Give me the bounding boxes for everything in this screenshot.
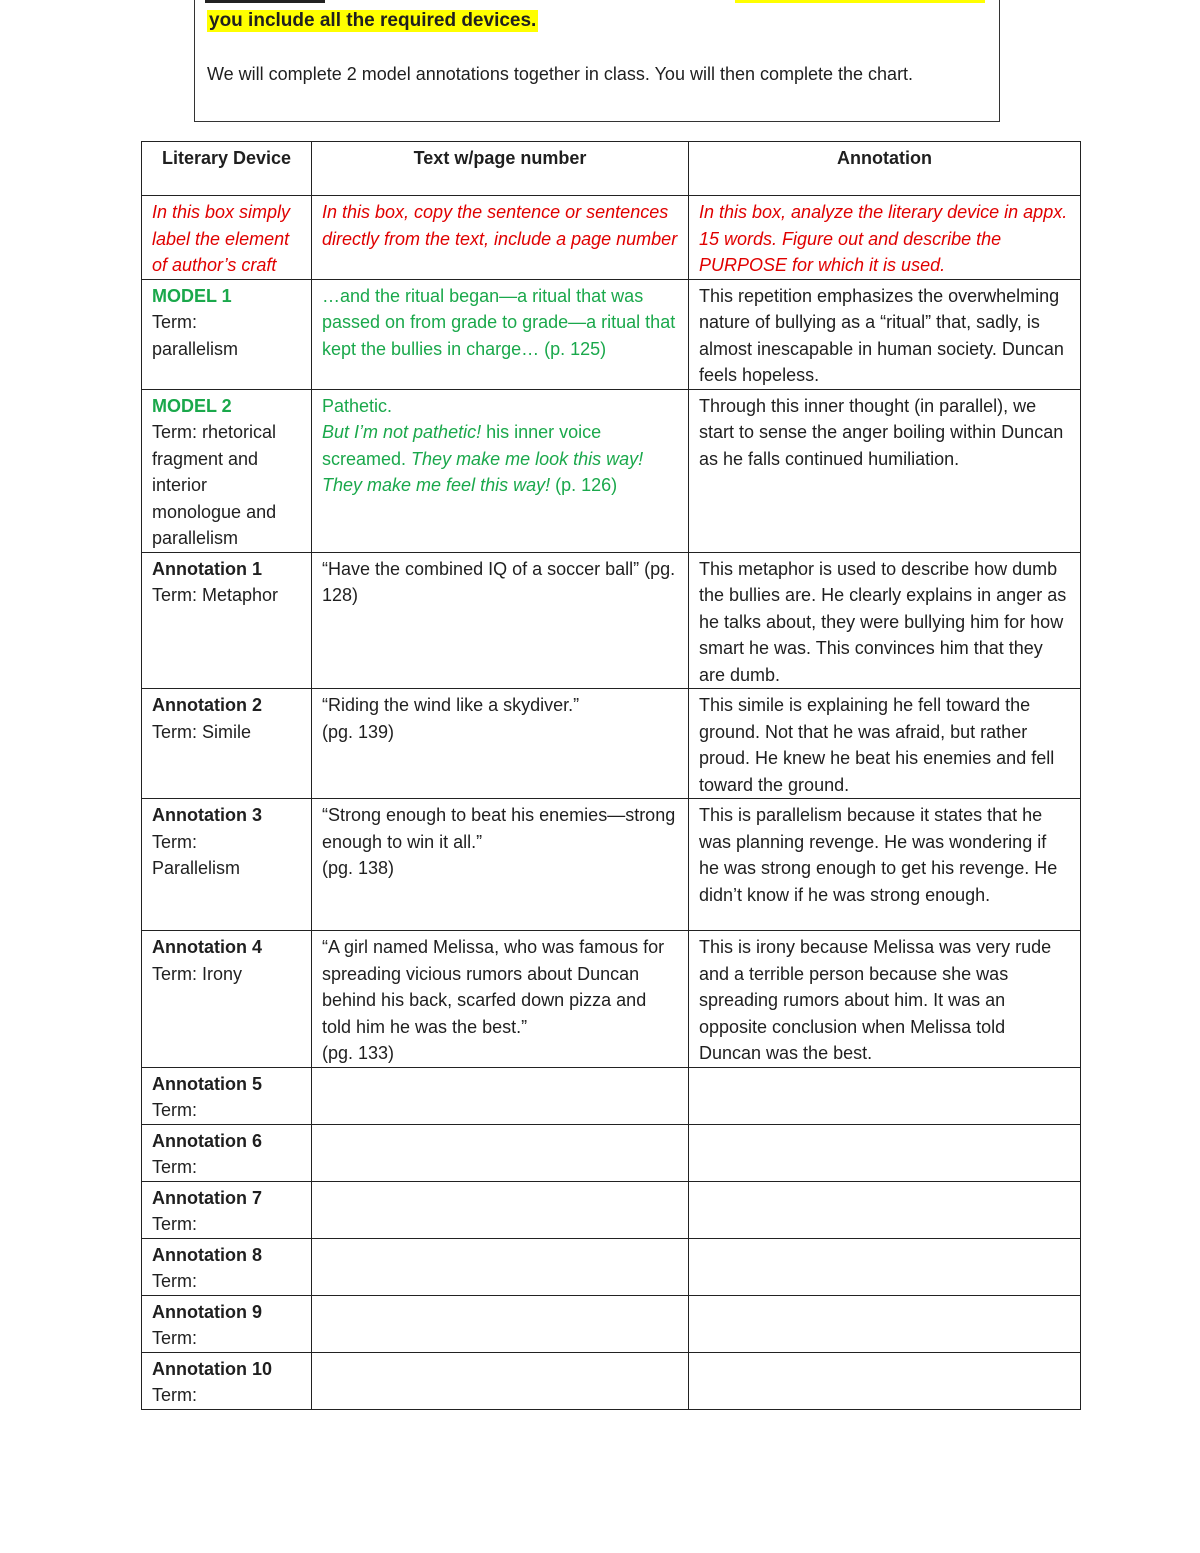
annotation-row-4 [142, 931, 1081, 1068]
annotation-label: Annotation 9 [152, 1301, 262, 1322]
text-cell [312, 799, 689, 931]
header-row [142, 142, 1081, 196]
highlighted-instruction: you include all the required devices. [209, 10, 537, 31]
text-cell: “Have the combined IQ of a soccer ball” (pg. 128) [312, 552, 689, 689]
annotation-label: Annotation 1 [152, 558, 262, 579]
annotation-label: Annotation 5 [152, 1073, 262, 1094]
helper-row [142, 196, 1081, 280]
page-ref: (pg. 139) [322, 721, 395, 742]
device-cell [142, 931, 312, 1068]
term-label: Term: [152, 1385, 197, 1405]
quote-italic: But I’m not pathetic! [322, 422, 482, 442]
header-bar-dark [205, 0, 325, 3]
device-cell [142, 1295, 312, 1352]
term-label: Term: Metaphor [152, 585, 279, 605]
annotation-cell-empty[interactable] [689, 1181, 1081, 1238]
quote-text: “A girl named Melissa, who was famous for spreading vicious rumors about Duncan behind his back, scarfed down pizza and told him he was the best.” [322, 937, 665, 1037]
quote-text: “Strong enough to beat his enemies—strong enough to win it all.” [322, 805, 676, 852]
device-cell [142, 799, 312, 931]
annotation-label: Annotation 6 [152, 1130, 262, 1151]
model-row-2 [142, 389, 1081, 552]
annotation-row-1 [142, 552, 1081, 689]
text-cell [312, 931, 689, 1068]
annotation-label: Annotation 10 [152, 1358, 272, 1379]
device-cell [142, 1067, 312, 1124]
term-label: Term: [152, 1214, 197, 1234]
empty-row-7 [142, 1181, 1081, 1238]
helper-text: In this box, copy the sentence or sentences directly from the text, include a page number [312, 196, 689, 280]
device-cell [142, 689, 312, 799]
device-cell [142, 552, 312, 689]
empty-row-6 [142, 1124, 1081, 1181]
text-cell-empty[interactable] [312, 1124, 689, 1181]
term-label: Term: [152, 831, 197, 852]
annotation-row-2 [142, 689, 1081, 799]
text-cell-empty[interactable] [312, 1181, 689, 1238]
quote-part: Pathetic. [322, 395, 393, 416]
annotation-label: Annotation 8 [152, 1244, 262, 1265]
term-label: Term: Irony [152, 963, 243, 984]
page-ref: (p. 126) [550, 475, 618, 495]
term-label: Term: Simile [152, 721, 252, 742]
header-bar-highlight [735, 0, 985, 3]
annotation-chart [141, 141, 1081, 1410]
empty-row-8 [142, 1238, 1081, 1295]
term-value: Parallelism [152, 858, 241, 878]
text-cell-empty[interactable] [312, 1295, 689, 1352]
annotation-cell-empty[interactable] [689, 1238, 1081, 1295]
quote-text: “Riding the wind like a skydiver.” [322, 695, 580, 715]
header-literary-device: Literary Device [142, 142, 312, 196]
helper-annotation: In this box, analyze the literary device in appx. 15 words. Figure out and describe the PURPOSE for which it is used. [689, 196, 1081, 280]
annotation-row-3 [142, 799, 1081, 931]
device-cell [142, 1352, 312, 1409]
term-label: Term: [152, 312, 197, 332]
annotation-label: Annotation 2 [152, 695, 262, 715]
term-value: parallelism [152, 338, 239, 359]
annotation-cell-empty[interactable] [689, 1352, 1081, 1409]
quote-part: his inner voice screamed. [322, 422, 602, 469]
empty-row-10 [142, 1352, 1081, 1409]
header-text-page: Text w/page number [312, 142, 689, 196]
annotation-label: Annotation 4 [152, 937, 262, 957]
device-cell [142, 1181, 312, 1238]
annotation-cell-empty[interactable] [689, 1295, 1081, 1352]
text-cell: …and the ritual began—a ritual that was passed on from grade to grade—a ritual that kept the bullies in charge… (p. 125) [312, 279, 689, 389]
quote-italic: They make me look this way! They make me feel this way! [322, 448, 644, 495]
annotation-cell: This simile is explaining he fell toward the ground. Not that he was afraid, but rather proud. He knew he beat his enemies and fell toward the ground. [689, 689, 1081, 799]
text-cell [312, 389, 689, 552]
annotation-cell: This is irony because Melissa was very rude and a terrible person because she was spreading rumors about him. It was an opposite conclusion when Melissa told Duncan was the best. [689, 931, 1081, 1068]
page-ref: (pg. 133) [322, 1043, 395, 1063]
text-cell-empty[interactable] [312, 1238, 689, 1295]
annotation-cell-empty[interactable] [689, 1067, 1081, 1124]
text-cell-empty[interactable] [312, 1352, 689, 1409]
annotation-cell: This metaphor is used to describe how dumb the bullies are. He clearly explains in anger as he talks about, they were bullying him for how smart he was. This convinces him that they are dumb. [689, 552, 1081, 689]
empty-row-5 [142, 1067, 1081, 1124]
empty-row-9 [142, 1295, 1081, 1352]
annotation-cell-empty[interactable] [689, 1124, 1081, 1181]
text-cell [312, 689, 689, 799]
instructions-box [194, 0, 1000, 122]
device-cell [142, 1124, 312, 1181]
term-label: Term: [152, 1271, 197, 1291]
annotation-label: Annotation 3 [152, 805, 262, 825]
page-ref: (pg. 138) [322, 858, 395, 878]
model-row-1 [142, 279, 1081, 389]
annotation-label: Annotation 7 [152, 1187, 262, 1208]
annotation-cell: Through this inner thought (in parallel), we start to sense the anger boiling within Duncan as he falls continued humiliation. [689, 389, 1081, 552]
annotation-cell: This is parallelism because it states that he was planning revenge. He was wondering if he was strong enough to get his revenge. He didn’t know if he was strong enough. [689, 799, 1081, 931]
term-label: Term: rhetorical fragment and interior monologue and parallelism [152, 422, 277, 548]
term-label: Term: [152, 1157, 197, 1177]
model-label: MODEL 1 [152, 285, 232, 306]
term-label: Term: [152, 1100, 197, 1120]
text-cell-empty[interactable] [312, 1067, 689, 1124]
annotation-cell: This repetition emphasizes the overwhelming nature of bullying as a “ritual” that, sadly, is almost inescapable in human society. Duncan feels hopeless. [689, 279, 1081, 389]
instruction-text: We will complete 2 model annotations together in class. You will then complete the chart. [207, 64, 914, 84]
helper-device: In this box simply label the element of author’s craft [142, 196, 312, 280]
device-cell [142, 279, 312, 389]
device-cell [142, 389, 312, 552]
device-cell [142, 1238, 312, 1295]
header-annotation: Annotation [689, 142, 1081, 196]
term-label: Term: [152, 1328, 197, 1348]
model-label: MODEL 2 [152, 395, 232, 416]
